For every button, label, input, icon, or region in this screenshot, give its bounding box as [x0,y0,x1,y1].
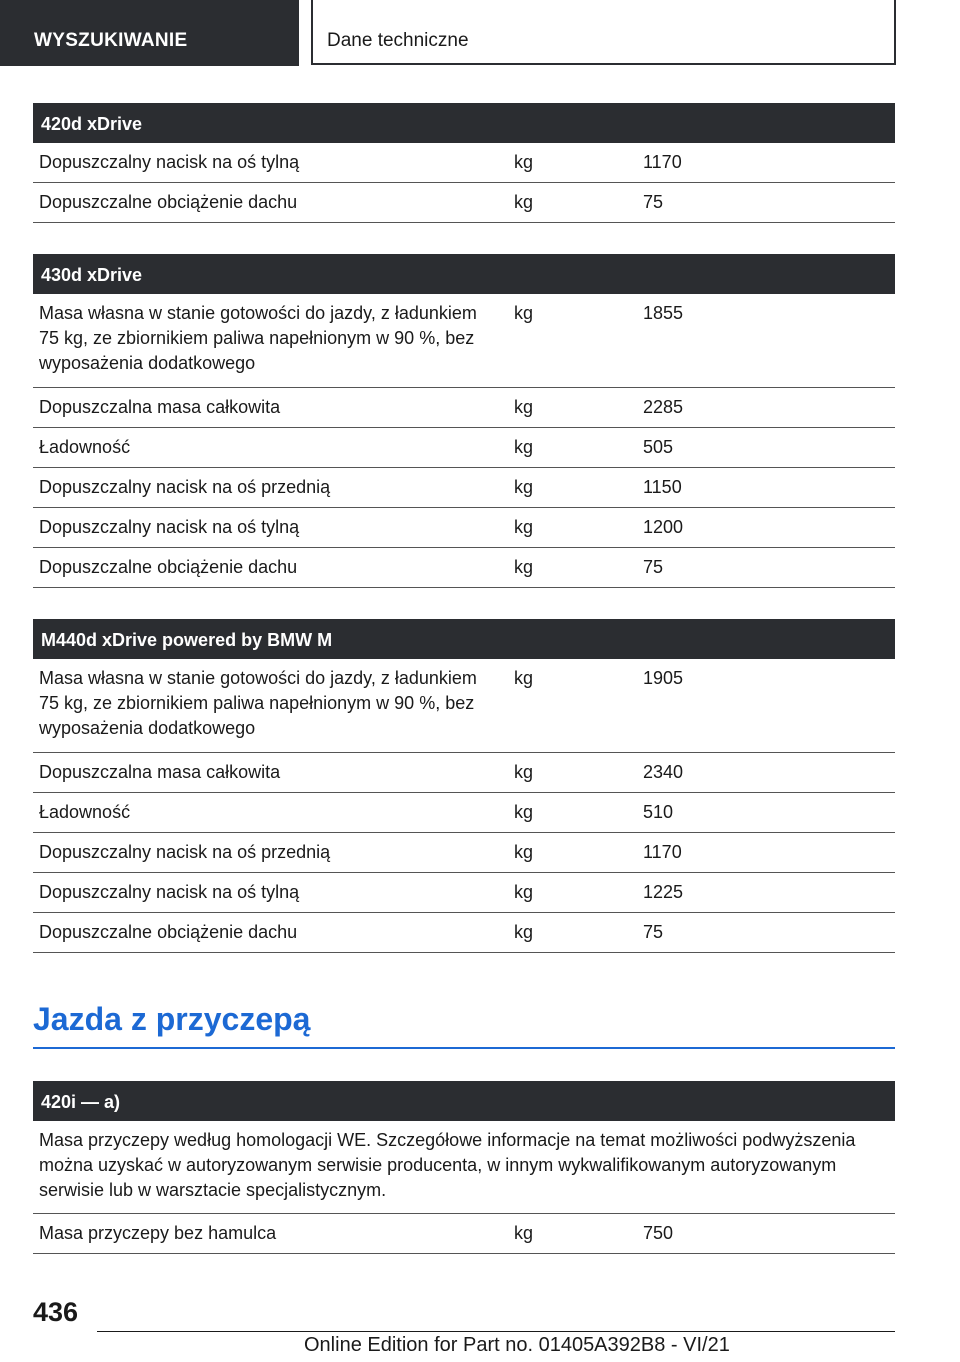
spec-table-title: M440d xDrive powered by BMW M [33,619,895,659]
top-bar [0,0,960,66]
table-row [33,428,895,468]
spec-table-420d [33,103,895,223]
row-unit: kg [514,1223,534,1243]
table-row [33,508,895,548]
row-value: 75 [643,922,664,942]
row-value: 750 [643,1223,674,1243]
table-row [33,793,895,833]
row-value: 2340 [643,762,684,782]
table-row [33,833,895,873]
footer-edition-text: Online Edition for Part no. 01405A392B8 - VI/21 [304,1334,730,1356]
table-row [33,659,895,753]
spec-table-title: 420d xDrive [33,103,895,143]
table-row [33,468,895,508]
table-row [33,143,895,183]
row-label: Dopuszczalny nacisk na oś tylną [39,152,300,172]
row-value: 1170 [643,152,682,172]
table-row [33,548,895,588]
row-label: Dopuszczalny nacisk na oś tylną [39,882,300,902]
table-row [33,753,895,793]
row-value: 2285 [643,397,684,417]
row-label: Dopuszczalna masa całkowita [39,397,281,417]
row-unit: kg [514,882,534,902]
row-label: Masa własna w stanie gotowości do jazdy, z ładunkiem 75 kg, ze zbiornikiem paliwa napełnionym w 90 %, bez wyposażenia dodatkowego [39,668,477,738]
table-row [33,873,895,913]
row-unit: kg [514,557,534,577]
section-tab[interactable]: Dane techniczne [311,0,896,65]
table-row [33,183,895,223]
row-value: 1170 [643,842,682,862]
row-value: 1150 [643,477,682,497]
spec-table-title: 420i — a) [33,1081,895,1121]
page-number: 436 [33,1297,79,1327]
search-tab[interactable]: WYSZUKIWANIE [0,0,299,66]
table-note: Masa przyczepy według homologacji WE. Szczegółowe informacje na temat możliwości podwyższenia można uzyskać w autoryzowanym serwisie producenta, w innym wykwalifikowanym autoryzowanym serwisie lub w warsztacie specjalistycznym. [33,1121,895,1214]
row-unit: kg [514,517,534,537]
row-label: Masa własna w stanie gotowości do jazdy, z ładunkiem 75 kg, ze zbiornikiem paliwa napełnionym w 90 %, bez wyposażenia dodatkowego [39,303,477,373]
row-label: Ładowność [39,437,131,457]
row-unit: kg [514,192,534,212]
row-value: 75 [643,557,664,577]
row-unit: kg [514,922,534,942]
row-value: 510 [643,802,674,822]
row-label: Dopuszczalny nacisk na oś przednią [39,477,331,497]
row-label: Ładowność [39,802,131,822]
row-unit: kg [514,397,534,417]
table-row [33,294,895,388]
row-unit: kg [514,762,534,782]
row-label: Dopuszczalne obciążenie dachu [39,557,298,577]
table-row [33,1214,895,1254]
spec-table-title: 430d xDrive [33,254,895,294]
table-row [33,388,895,428]
spec-table-420i-trailer [33,1081,895,1254]
row-unit: kg [514,303,534,323]
row-value: 505 [643,437,674,457]
row-value: 1200 [643,517,684,537]
row-value: 75 [643,192,664,212]
row-value: 1855 [643,303,684,323]
row-label: Masa przyczepy bez hamulca [39,1223,277,1243]
row-value: 1905 [643,668,684,688]
row-unit: kg [514,152,534,172]
row-label: Dopuszczalna masa całkowita [39,762,281,782]
spec-table-m440d [33,619,895,953]
row-label: Dopuszczalne obciążenie dachu [39,922,298,942]
table-row [33,913,895,953]
row-unit: kg [514,842,534,862]
row-unit: kg [514,437,534,457]
row-label: Dopuszczalny nacisk na oś tylną [39,517,300,537]
row-unit: kg [514,477,534,497]
page-content [33,103,895,1285]
section-heading: Jazda z przyczepą [33,999,895,1049]
row-label: Dopuszczalne obciążenie dachu [39,192,298,212]
row-value: 1225 [643,882,684,902]
row-unit: kg [514,802,534,822]
row-unit: kg [514,668,534,688]
row-label: Dopuszczalny nacisk na oś przednią [39,842,331,862]
spec-table-430d [33,254,895,588]
